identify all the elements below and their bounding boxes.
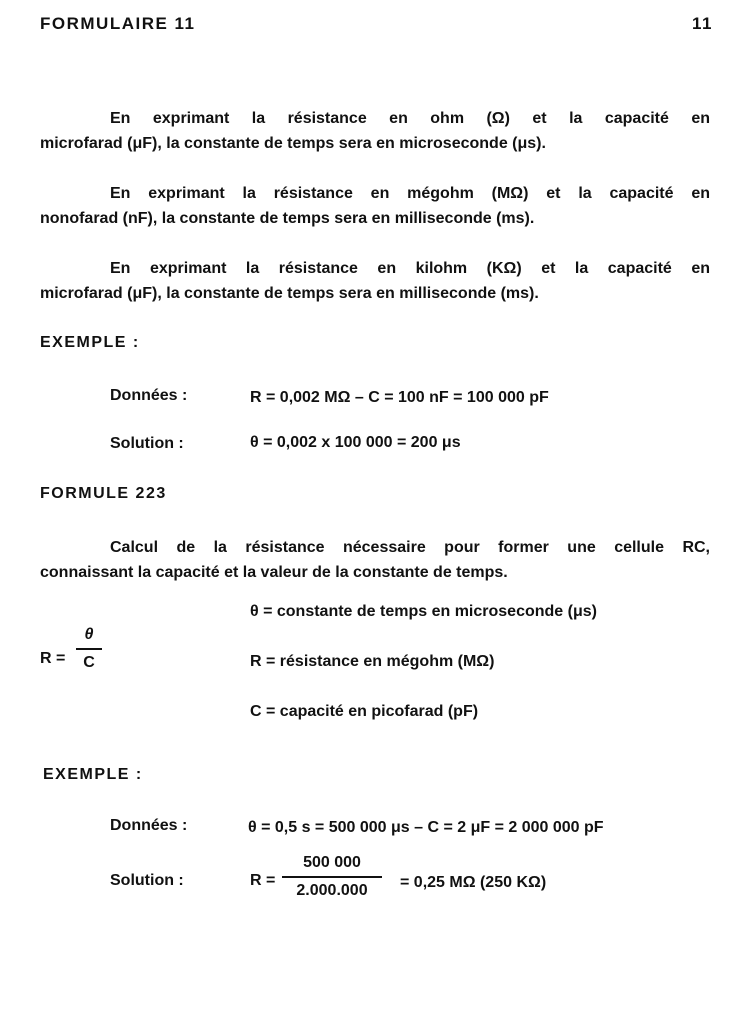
formula-lhs: R =	[40, 650, 66, 667]
definition-theta: θ = constante de temps en microseconde (μs)	[250, 603, 597, 620]
solution-denominator: 2.000.000	[296, 881, 368, 899]
paragraph-line: En exprimant la résistance en ohm (Ω) et la capacité en	[110, 110, 710, 127]
paragraph-ohm-microfarad	[40, 106, 710, 156]
formula-fraction	[76, 626, 102, 672]
definition-c: C = capacité en picofarad (pF)	[250, 703, 479, 720]
solution-fraction	[282, 854, 382, 900]
solution-label: Solution :	[110, 435, 184, 452]
paragraph-line: En exprimant la résistance en mégohm (MΩ) et la capacité en	[110, 185, 710, 202]
page-number: 11	[692, 14, 713, 33]
paragraph-line: Calcul de la résistance nécessaire pour former une cellule RC,	[110, 539, 710, 556]
solution-label: Solution :	[110, 872, 184, 889]
paragraph-line: nonofarad (nF), la constante de temps sera en milliseconde (ms).	[40, 210, 535, 227]
formula-denominator: C	[83, 653, 95, 671]
solution-numerator: 500 000	[303, 854, 361, 871]
paragraph-line: microfarad (μF), la constante de temps sera en milliseconde (ms).	[40, 285, 539, 302]
paragraph-line: En exprimant la résistance en kilohm (KΩ) et la capacité en	[110, 260, 710, 277]
donnees-value: R = 0,002 MΩ – C = 100 nF = 100 000 pF	[250, 389, 549, 406]
donnees-label: Données :	[110, 387, 188, 404]
fraction-bar	[282, 876, 382, 878]
solution-lhs: R =	[250, 872, 276, 889]
formula-description	[40, 535, 710, 585]
fraction-bar	[76, 648, 102, 650]
solution-result: = 0,25 MΩ (250 KΩ)	[400, 874, 547, 891]
solution-value: θ = 0,002 x 100 000 = 200 μs	[250, 434, 461, 451]
paragraph-line: microfarad (μF), la constante de temps sera en microseconde (μs).	[40, 135, 546, 152]
formula-numerator: θ	[84, 626, 94, 643]
example-heading: EXEMPLE :	[43, 766, 143, 783]
paragraph-megohm-nanofarad	[40, 181, 710, 231]
document-header-title: FORMULAIRE 11	[40, 14, 196, 33]
formula-heading: FORMULE 223	[40, 485, 167, 502]
definition-r: R = résistance en mégohm (MΩ)	[250, 653, 495, 670]
paragraph-line: connaissant la capacité et la valeur de la constante de temps.	[40, 564, 508, 581]
donnees-value: θ = 0,5 s = 500 000 μs – C = 2 μF = 2 000 000 pF	[248, 819, 604, 836]
donnees-label: Données :	[110, 817, 188, 834]
example-heading: EXEMPLE :	[40, 334, 140, 351]
paragraph-kilohm-microfarad	[40, 256, 710, 306]
